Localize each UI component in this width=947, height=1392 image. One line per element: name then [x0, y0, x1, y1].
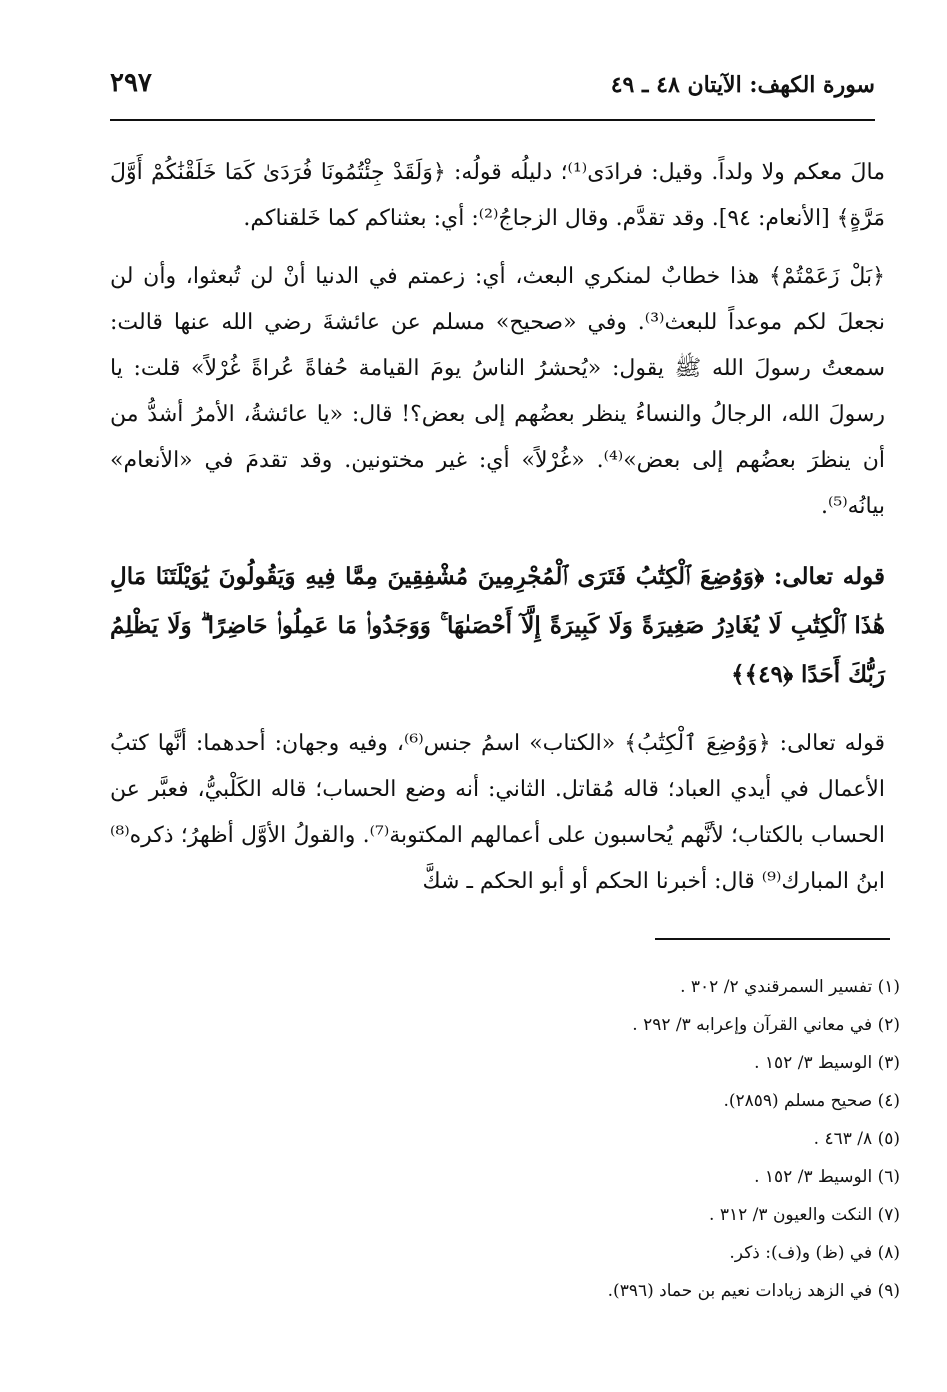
footnote-4: (٤) صحيح مسلم (٢٨٥٩). — [723, 1091, 900, 1111]
header-rule — [110, 119, 875, 121]
footnote-7: (٧) النكت والعيون ٣/ ٣١٢ . — [709, 1205, 900, 1225]
footnote-8: (٨) في (ظ) و(ف): ذكر. — [729, 1243, 900, 1263]
paragraph-1: مالَ معكم ولا ولداً. وقيل: فرادَى⁽¹⁾؛ دليلُه قولُه: ﴿وَلَقَدْ جِئْتُمُونَا فُرَدَىٰ كَمَا خَلَقْنَٰكُمْ أَوَّلَ مَرَّةٍ﴾ [الأنعام: ٩٤]. وقد تقدَّم. وقال الزجاجُ⁽²⁾: أي: بعثناكم كما خَلقناكم. — [110, 160, 885, 231]
footnote-2: (٢) في معاني القرآن وإعرابه ٣/ ٢٩٢ . — [632, 1015, 900, 1035]
footnote-9: (٩) في الزهد زيادات نعيم بن حماد (٣٩٦). — [607, 1281, 900, 1301]
main-text — [110, 150, 885, 917]
page-number: ٢٩٧ — [110, 68, 152, 98]
running-header — [110, 68, 875, 98]
footnote-3: (٣) الوسيط ٣/ ١٥٢ . — [754, 1053, 900, 1073]
paragraph-2: ﴿بَلْ زَعَمْتُمْ﴾ هذا خطابٌ لمنكري البعث، أي: زعمتم في الدنيا أنْ لن تُبعثوا، وأن لن نجعلَ لكم موعداً للبعث⁽³⁾. وفي «صحيح» مسلم عن عائشةَ رضي الله عنها قالت: سمعتُ رسولَ الله ﷺ يقول: «يُحشرُ الناسُ يومَ القيامة حُفاةً عُراةً غُرْلاً» قلت: يا رسولَ الله، الرجالُ والنساءُ ينظر بعضُهم إلى بعض؟! قال: «يا عائشةُ، الأمرُ أشدُّ من أن ينظرَ بعضُهم إلى بعض»⁽⁴⁾. «غُرْلاً» أي: غير مختونين. وقد تقدمَ في «الأنعام» بيانُه⁽⁵⁾. — [110, 264, 885, 519]
footnote-rule — [655, 938, 890, 940]
footnotes — [110, 968, 900, 1310]
header-title: سورة الكهف: الآيتان ٤٨ ـ ٤٩ — [610, 72, 875, 98]
paragraph-3: قوله تعالى: ﴿وَوُضِعَ ٱلْكِتَٰبُ﴾ «الكتاب» اسمُ جنس⁽⁶⁾، وفيه وجهان: أحدهما: أنَّها كتبُ الأعمال في أيدي العباد؛ قاله مُقاتل. الثاني: أنه وضع الحساب؛ قاله الكَلْبيُّ، فعبَّر عن الحساب بالكتاب؛ لأنَّهم يُحاسبون على أعمالهم المكتوبة⁽⁷⁾. والقولُ الأوَّل أظهرُ؛ ذكره⁽⁸⁾ ابنُ المبارك⁽⁹⁾ قال: أخبرنا الحكم أو أبو الحكم ـ شكَّ — [110, 731, 885, 894]
verse-block: قوله تعالى: ﴿وَوُضِعَ ٱلْكِتَٰبُ فَتَرَى ٱلْمُجْرِمِينَ مُشْفِقِينَ مِمَّا فِيهِ وَيَقُولُونَ يَٰوَيْلَتَنَا مَالِ هَٰذَا ٱلْكِتَٰبِ لَا يُغَادِرُ صَغِيرَةً وَلَا كَبِيرَةً إِلَّآ أَحْصَىٰهَا ۚ وَوَجَدُوا۟ مَا عَمِلُوا۟ حَاضِرًا ۗ وَلَا يَظْلِمُ رَبُّكَ أَحَدًا ﴿٤٩﴾﴾ — [110, 563, 885, 688]
footnote-6: (٦) الوسيط ٣/ ١٥٢ . — [754, 1167, 900, 1187]
footnote-1: (١) تفسير السمرقندي ٢/ ٣٠٢ . — [680, 977, 900, 997]
footnote-5: (٥) ٨/ ٤٦٣ . — [813, 1129, 900, 1149]
